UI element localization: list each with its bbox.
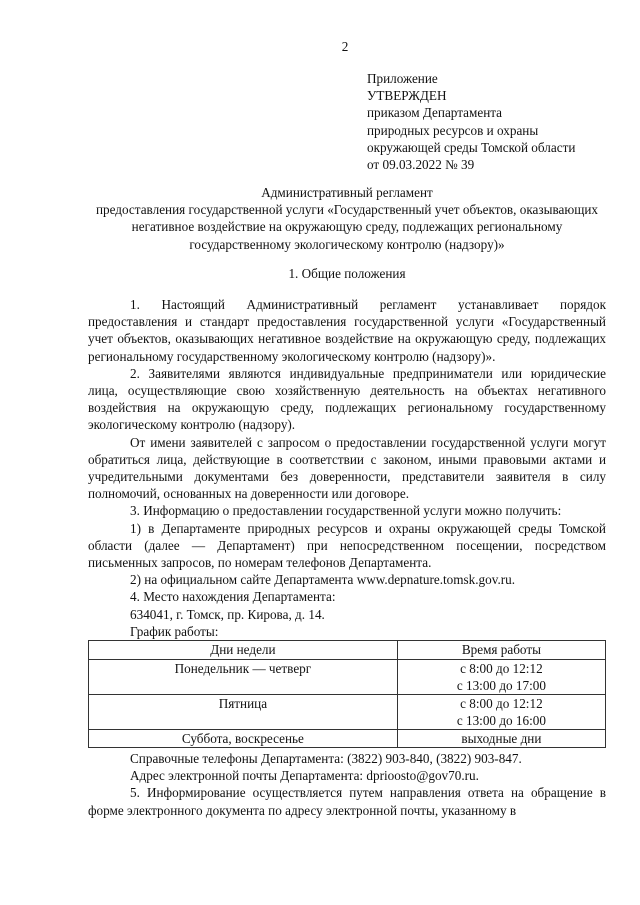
section-heading: 1. Общие положения <box>288 266 406 281</box>
approval-line: Приложение <box>367 71 438 86</box>
paragraph-7: 4. Место нахождения Департамента: <box>130 589 336 605</box>
table-header-row <box>89 641 606 660</box>
time-line: с 13:00 до 16:00 <box>456 713 546 729</box>
approval-line: УТВЕРЖДЕН <box>367 88 447 104</box>
time-cell <box>397 660 605 695</box>
time-line: с 8:00 до 12:12 <box>460 696 543 712</box>
paragraph-2: 2. Заявителями являются индивидуальные предприниматели или юридические лица, осуществляющие свою хозяйственную деятельность на объектах негативного воздействия на окружающую среду, подлежащих региональному государственному экологическому контролю (надзору). <box>88 365 606 433</box>
header-hours: Время работы <box>397 641 605 660</box>
paragraph-4: 3. Информацию о предоставлении государственной услуги можно получить: <box>130 503 562 519</box>
paragraph-informing: 5. Информирование осуществляется путем направления ответа на обращение в форме электронного документа по адресу электронной почты, указанному в <box>88 785 606 818</box>
table-row <box>89 660 606 695</box>
schedule-table <box>88 640 606 748</box>
phones-line: Справочные телефоны Департамента: (3822) 903-840, (3822) 903-847. <box>130 751 522 767</box>
table-row <box>89 730 606 748</box>
paragraph-6: 2) на официальном сайте Департамента www.depnature.tomsk.gov.ru. <box>130 572 516 588</box>
title-line-2: предоставления государственной услуги «Государственный учет объектов, оказывающих негативное воздействие на окружающую среду, подлежащих региональному государственному экологическому контролю (надзору)» <box>95 202 599 252</box>
after-table <box>88 750 606 819</box>
time-cell <box>397 695 605 730</box>
paragraph-3: От имени заявителей с запросом о предоставлении государственной услуги могут обратиться лица, действующие в соответствии с законом, иными правовыми актами и учредительными документами без доверенности, представители заявителя в силу полномочий, основанных на доверенности или договоре. <box>88 434 606 502</box>
day-cell: Суббота, воскресенье <box>89 730 398 748</box>
document-title <box>88 184 606 253</box>
paragraph-1: 1. Настоящий Административный регламент устанавливает порядок предоставления и стандарт предоставления государственной услуги «Государственный учет объектов, оказывающих негативное воздействие на окружающую среду, подлежащих региональному государственному экологическому контролю (надзору)». <box>88 297 606 364</box>
approval-line: от 09.03.2022 № 39 <box>367 157 475 173</box>
header-days: Дни недели <box>89 641 398 660</box>
time-line: с 13:00 до 17:00 <box>456 678 546 694</box>
paragraph-8: 634041, г. Томск, пр. Кирова, д. 14. <box>130 606 325 622</box>
day-cell: Пятница <box>89 695 398 730</box>
time-cell: выходные дни <box>397 730 605 748</box>
paragraph-5: 1) в Департаменте природных ресурсов и охраны окружающей среды Томской области (далее — Департамент) при непосредственном посещении, посредством письменных запросов, по номерам телефонов Департамента. <box>88 520 606 571</box>
table-row <box>89 695 606 730</box>
approval-line: окружающей среды Томской области <box>367 139 576 155</box>
document-body <box>88 296 606 819</box>
page-number: 2 <box>341 39 349 54</box>
title-line-1: Административный регламент <box>261 185 433 200</box>
day-cell: Понедельник — четверг <box>89 660 398 695</box>
approval-line: приказом Департамента <box>367 105 503 121</box>
paragraph-9: График работы: <box>130 623 219 639</box>
time-line: с 8:00 до 12:12 <box>460 661 543 677</box>
approval-stamp <box>367 70 617 173</box>
email-line: Адрес электронной почты Департамента: dprioosto@gov70.ru. <box>130 768 479 784</box>
approval-line: природных ресурсов и охраны <box>367 122 539 138</box>
